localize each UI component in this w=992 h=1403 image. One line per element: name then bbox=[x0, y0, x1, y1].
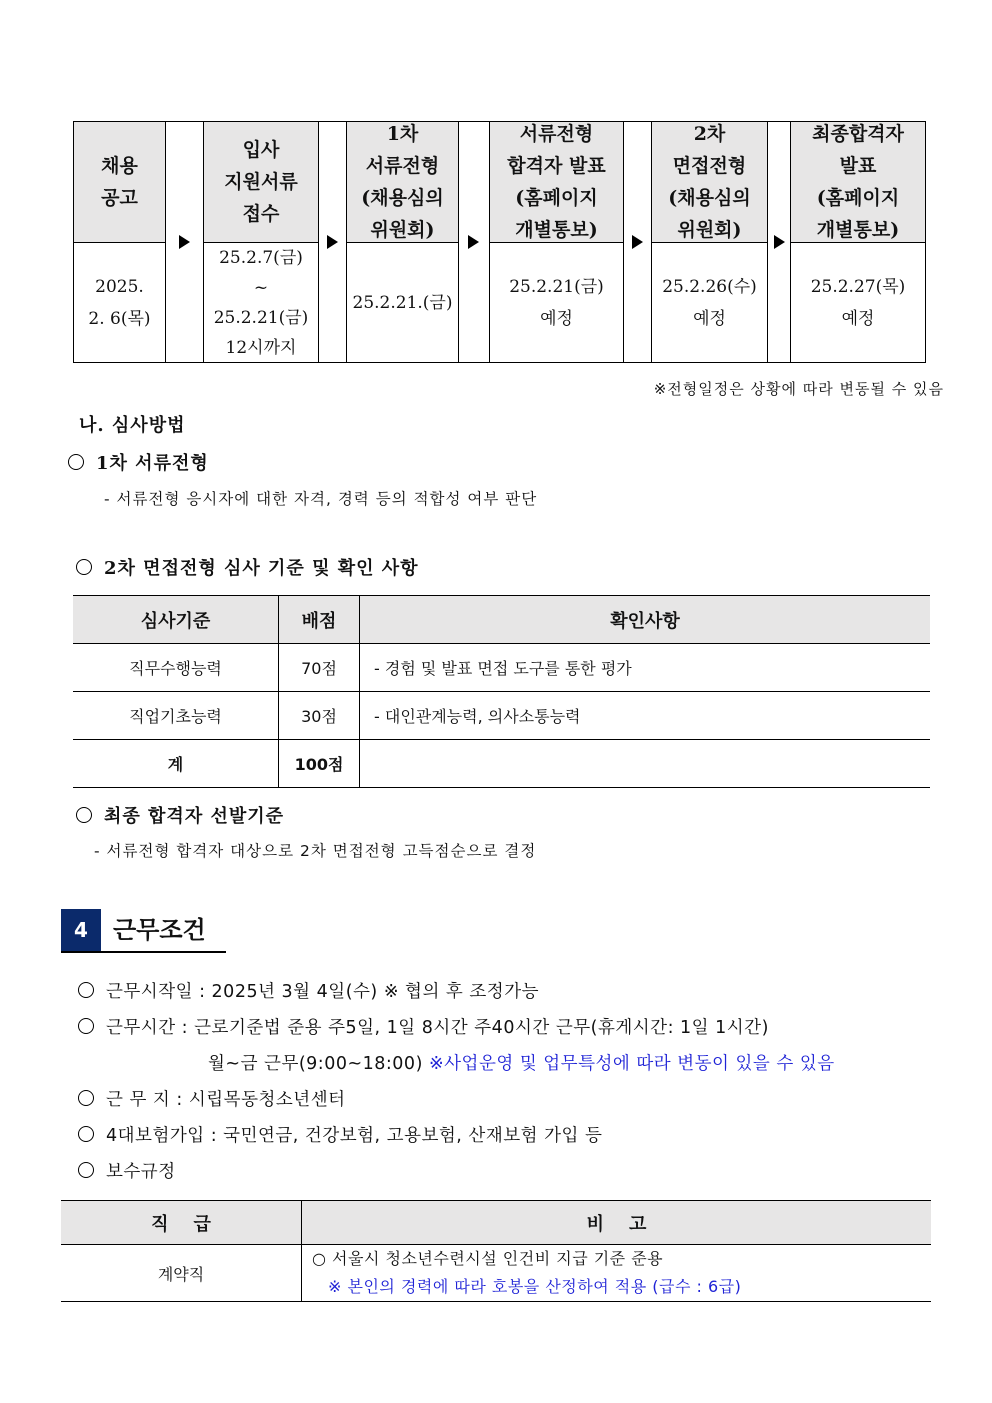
criteria-header-check: 확인사항 bbox=[360, 596, 931, 644]
schedule-step-title-line: 2차 bbox=[693, 123, 726, 145]
schedule-step-date-line: 12시까지 bbox=[225, 337, 297, 358]
first-round-title-text: 1차 서류전형 bbox=[96, 453, 209, 474]
criterion-cell: 직무수행능력 bbox=[73, 644, 279, 692]
schedule-step-date bbox=[489, 242, 624, 363]
right-triangle-arrow-icon bbox=[468, 235, 479, 249]
work-hours-schedule-text: 월~금 근무(9:00~18:00) bbox=[208, 1054, 429, 1074]
schedule-step-title-line: (채용심의 bbox=[361, 187, 444, 209]
criterion-cell: 직업기초능력 bbox=[73, 692, 279, 740]
table-row bbox=[73, 692, 930, 740]
schedule-step-title-line: 개별통보) bbox=[515, 219, 598, 241]
schedule-step-title-line: 입사 bbox=[242, 139, 280, 161]
pay-header-note: 비 고 bbox=[302, 1201, 932, 1245]
table-row-total bbox=[73, 740, 930, 788]
schedule-step-date bbox=[73, 242, 166, 363]
schedule-step-title-line: 공고 bbox=[101, 187, 138, 209]
circle-bullet-icon bbox=[78, 1162, 94, 1178]
start-date-text: 근무시작일 : 2025년 3월 4일(수) ※ 협의 후 조정가능 bbox=[106, 982, 539, 1002]
right-triangle-arrow-icon bbox=[774, 235, 785, 249]
first-round-desc: - 서류전형 응시자에 대한 자격, 경력 등의 적합성 여부 판단 bbox=[104, 490, 538, 508]
pay-note-line: ○ 서울시 청소년수련시설 인건비 지급 기준 준용 bbox=[312, 1249, 664, 1268]
schedule-step-title-line: (홈페이지 bbox=[816, 187, 900, 209]
pay-header-grade: 직 급 bbox=[61, 1201, 302, 1245]
work-hours-item bbox=[78, 1014, 769, 1039]
schedule-step-title bbox=[203, 121, 319, 243]
schedule-step-date bbox=[651, 242, 768, 363]
schedule-step-title bbox=[790, 121, 926, 243]
check-cell: - 경험 및 발표 면접 도구를 통한 평가 bbox=[360, 644, 931, 692]
schedule-step-title bbox=[73, 121, 166, 243]
schedule-note: ※전형일정은 상황에 따라 변동될 수 있음 bbox=[653, 380, 944, 398]
check-cell bbox=[360, 740, 931, 788]
schedule-step-title-line: 최종합격자 bbox=[812, 123, 904, 145]
pay-table bbox=[61, 1200, 931, 1302]
circle-bullet-icon bbox=[68, 454, 84, 470]
schedule-step-date-line: 예정 bbox=[693, 308, 726, 329]
schedule-step-title-line: 지원서류 bbox=[224, 171, 298, 193]
score-cell: 30점 bbox=[279, 692, 360, 740]
schedule-step-title-line: 개별통보) bbox=[816, 219, 900, 241]
section-number-badge: 4 bbox=[61, 909, 101, 951]
schedule-step-date-line: 25.2.27(목) bbox=[810, 276, 906, 297]
schedule-step-date-line: 2. 6(목) bbox=[88, 308, 151, 329]
criteria-header-criterion: 심사기준 bbox=[73, 596, 279, 644]
schedule-step-date bbox=[203, 242, 319, 363]
pay-rule-text: 보수규정 bbox=[106, 1162, 176, 1182]
schedule-step-title-line: 접수 bbox=[242, 203, 280, 225]
schedule-step-title-line: 서류전형 bbox=[519, 123, 594, 145]
second-round-title-text: 2차 면접전형 심사 기준 및 확인 사항 bbox=[104, 558, 419, 579]
schedule-step-date-line: ~ bbox=[253, 277, 269, 298]
table-row bbox=[73, 644, 930, 692]
schedule-step-date-line: 2025. bbox=[95, 276, 144, 297]
pay-header-row bbox=[61, 1201, 931, 1245]
first-round-title bbox=[68, 449, 209, 475]
work-hours-line2 bbox=[208, 1050, 835, 1075]
check-cell: - 대인관계능력, 의사소통능력 bbox=[360, 692, 931, 740]
schedule-step-date-line: 25.2.26(수) bbox=[662, 276, 757, 297]
circle-bullet-icon bbox=[78, 982, 94, 998]
schedule-step-title-line: 채용 bbox=[101, 155, 138, 177]
criteria-table bbox=[73, 595, 930, 788]
score-cell: 70점 bbox=[279, 644, 360, 692]
right-triangle-arrow-icon bbox=[327, 235, 338, 249]
criterion-total-cell: 계 bbox=[73, 740, 279, 788]
work-location-item bbox=[78, 1086, 346, 1111]
section-underline bbox=[61, 951, 226, 953]
schedule-step-title-line: 위원회) bbox=[677, 219, 742, 241]
insurance-item bbox=[78, 1122, 602, 1147]
schedule-step-title-line: 1차 bbox=[386, 123, 419, 145]
pay-rule-item bbox=[78, 1158, 176, 1183]
schedule-step-title bbox=[651, 121, 768, 243]
right-triangle-arrow-icon bbox=[179, 235, 190, 249]
section-title: 근무조건 bbox=[113, 916, 206, 944]
schedule-step-date-line: 25.2.21(금) bbox=[213, 307, 309, 328]
table-row bbox=[61, 1245, 931, 1302]
work-hours-variance-note: ※사업운영 및 업무특성에 따라 변동이 있을 수 있음 bbox=[428, 1054, 835, 1074]
circle-bullet-icon bbox=[76, 807, 92, 823]
circle-bullet-icon bbox=[78, 1018, 94, 1034]
final-selection-title-text: 최종 합격자 선발기준 bbox=[104, 806, 285, 827]
schedule-step-date-line: 예정 bbox=[540, 308, 573, 329]
schedule-step-date-line: 25.2.21(금) bbox=[509, 276, 604, 297]
review-heading: 나. 심사방법 bbox=[79, 415, 186, 436]
schedule-step-title-line: 합격자 발표 bbox=[507, 155, 606, 177]
schedule-step-title-line: 발표 bbox=[839, 155, 877, 177]
right-triangle-arrow-icon bbox=[632, 235, 643, 249]
final-selection-title bbox=[76, 802, 284, 828]
start-date-item bbox=[78, 978, 539, 1003]
schedule-step-date bbox=[790, 242, 926, 363]
schedule-step-title-line: 위원회) bbox=[370, 219, 435, 241]
final-selection-desc: - 서류전형 합격자 대상으로 2차 면접전형 고득점순으로 결정 bbox=[94, 842, 537, 860]
insurance-text: 4대보험가입 : 국민연금, 건강보험, 고용보험, 산재보험 가입 등 bbox=[106, 1126, 603, 1146]
circle-bullet-icon bbox=[78, 1090, 94, 1106]
pay-grade-cell: 계약직 bbox=[61, 1245, 302, 1302]
second-round-title bbox=[76, 554, 419, 580]
schedule-step-title bbox=[489, 121, 624, 243]
schedule-step-title bbox=[346, 121, 459, 243]
work-location-text: 근 무 지 : 시립목동청소년센터 bbox=[106, 1090, 346, 1110]
work-hours-text: 근무시간 : 근로기준법 준용 주5일, 1일 8시간 주40시간 근무(휴게시간: 1일 1시간) bbox=[106, 1018, 769, 1038]
schedule-step-title-line: (홈페이지 bbox=[515, 187, 598, 209]
pay-note-cell bbox=[302, 1245, 932, 1302]
criteria-header-row bbox=[73, 596, 930, 644]
criteria-header-score: 배점 bbox=[279, 596, 360, 644]
schedule-step-date-line: 예정 bbox=[841, 308, 875, 329]
circle-bullet-icon bbox=[76, 559, 92, 575]
score-total-cell: 100점 bbox=[279, 740, 360, 788]
schedule-step-date bbox=[346, 242, 459, 363]
schedule-step-title-line: (채용심의 bbox=[668, 187, 751, 209]
pay-note-blue-line: ※ 본인의 경력에 따라 호봉을 산정하여 적용 (급수 : 6급) bbox=[328, 1277, 742, 1296]
schedule-step-title-line: 면접전형 bbox=[672, 155, 747, 177]
schedule-step-date-line: 25.2.7(금) bbox=[219, 247, 303, 268]
circle-bullet-icon bbox=[78, 1126, 94, 1142]
schedule-step-title-line: 서류전형 bbox=[365, 155, 440, 177]
schedule-step-date-line: 25.2.21.(금) bbox=[352, 292, 453, 313]
